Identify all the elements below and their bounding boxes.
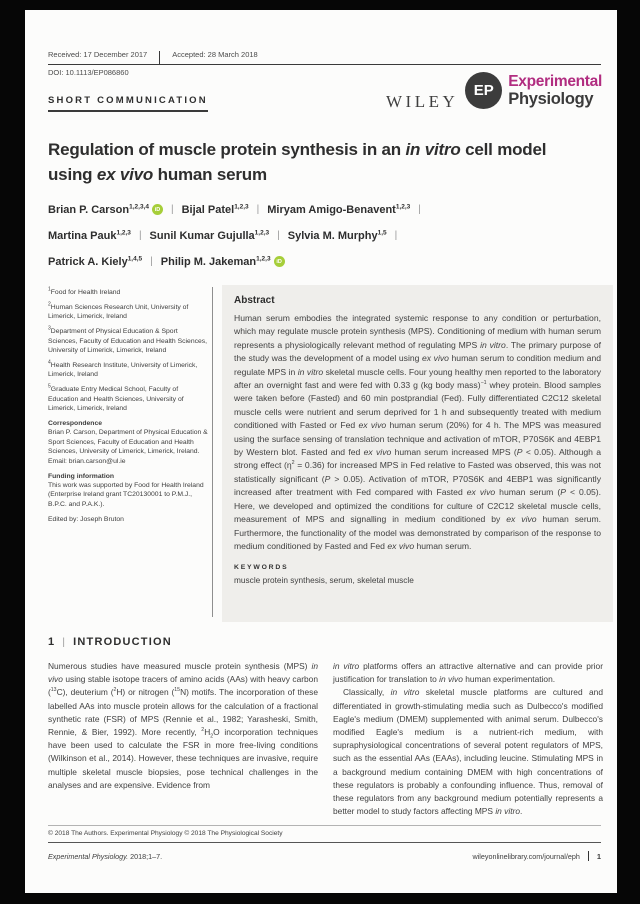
funding-body: This work was supported by Food for Health Ireland (Enterprise Ireland grant TC20130001 to P.M.J., B.P.C. and P.A.K.).: [48, 481, 204, 508]
meta-divider: [159, 51, 160, 64]
author: Philip M. Jakeman$^{1,2,3}$ iD: [161, 256, 285, 268]
author-separator: |: [171, 204, 174, 215]
section-number: 1: [48, 636, 56, 648]
received-date: Received: 17 December 2017: [48, 50, 148, 59]
received-accepted-row: [48, 50, 601, 65]
intro-left-column: [48, 660, 318, 818]
section-title: INTRODUCTION: [73, 636, 172, 648]
author-separator: |: [394, 230, 398, 241]
correspondence-block: [48, 419, 208, 466]
author-list: [48, 204, 604, 282]
abstract-body: Human serum embodies the integrated systemic response to any condition or perturbation, which may regulate muscle protein synthesis (MPS). Conditioning of medium with human serum represents a physiologically relevant method of regulating MPS in vitro. The primary purpose of the study was the development of a model using ex vivo human serum to condition medium and regulate MPS in in vitro skeletal muscle cells. Four young healthy men reported to the laboratory after an overnight fast and were fed with 0.33 g (kg body mass)$^{-1}$ whey protein. Blood samples were taken before (Fasted) and 60 min postprandial (Fed). Fully differentiated C2C12 skeletal muscle cells were nutrient and serum deprived for 1 h and subsequently treated with medium conditioned with Fasted or Fed ex vivo human serum (20%) for 4 h. The MPS was measured using the surface sensing of translation technique and activation of mTOR, P70S6K and 4EBP1 by Western blot. Fasted and fed ex vivo human serum increased MPS (P < 0.05). Although a strong effect $(\eta^2 = 0.36)$ for increased MPS in Fed relative to Fasted was observed, this was not statistically significant (P > 0.05). Activation of mTOR, P70S6K and 4EBP1 was significantly increased after treatment with Fed compared with Fasted ex vivo human serum (P < 0.05). Here, we developed and optimized the conditions for culture of C2C12 skeletal muscle cells, measurement of MPS and signalling in medium conditioned by ex vivo human serum. Furthermore, the functionality of the model was demonstrated by comparison of the response to medium conditioned by Fasted and Fed ex vivo human serum.: [234, 313, 602, 551]
paper-title: Regulation of muscle protein synthesis in an in vitro cell model using ex vivo human serum: [48, 140, 547, 184]
author: Sylvia M. Murphy$^{1,5}$: [287, 229, 387, 242]
wiley-logo: WILEY: [385, 92, 459, 111]
edited-by: Edited by: Joseph Bruton: [48, 515, 124, 523]
funding-heading: Funding information: [48, 472, 115, 480]
author-separator: |: [150, 256, 153, 267]
correspondence-heading: Correspondence: [48, 419, 103, 427]
author: Bijal Patel$^{1,2,3}$: [181, 203, 249, 216]
affiliation: $^1$Food for Health Ireland: [48, 286, 121, 296]
affiliations-column: [48, 288, 208, 530]
author: Sunil Kumar Gujulla$^{1,2,3}$: [149, 229, 270, 242]
abstract-section: [222, 285, 613, 622]
author-separator: |: [256, 204, 260, 215]
intro-right-column: [333, 660, 603, 818]
affiliation: $^3$Department of Physical Education & Sport Sciences, Faculty of Education and Health Sciences, University of Limerick, Limerick, Ireland: [48, 325, 208, 355]
column-divider: [212, 287, 213, 617]
correspondence-email: Email: brian.carson@ul.ie: [48, 457, 126, 465]
correspondence-body: Brian P. Carson, Department of Physical Education & Sport Sciences, Faculty of Education and Health Sciences, University of Limerick, Limerick, Ireland.: [48, 429, 208, 456]
paper-page: [25, 10, 617, 893]
copyright-line: © 2018 The Authors. Experimental Physiology © 2018 The Physiological Society: [48, 825, 601, 843]
author-separator: |: [277, 230, 280, 241]
publisher-brand: [386, 71, 602, 112]
ep-badge-icon: EP: [465, 72, 502, 109]
article-type-label: SHORT COMMUNICATION: [48, 95, 208, 112]
page-number: 1: [596, 851, 601, 861]
orcid-icon: iD: [152, 204, 163, 215]
orcid-icon: iD: [274, 256, 285, 267]
author: Brian P. Carson$^{1,2,3,4}$ iD: [48, 204, 163, 216]
funding-block: [48, 472, 208, 510]
introduction-columns: [48, 660, 604, 818]
doi: DOI: 10.1113/EP086860: [48, 68, 129, 77]
author-row: [48, 256, 604, 273]
intro-paragraph: Numerous studies have measured muscle protein synthesis (MPS) in vivo using stable isotope tracers of amino acids (AAs) with heavy carbon ($^{13}$C), deuterium ($^2$H) or nitrogen ($^{15}$N) motifs. The incorporation of these labelled AAs into muscle protein allows for the calculation of a fractional synthetic rate (FSR) of MPS (Rennie et al., 1982; Yarasheski, Smith, Rennie, & Bier, 1992). More recently, $^2H_2O$ incorporation techniques have been used to calculate the FSR in more free-living conditions (Wilkinson et al., 2014). However, these techniques are invasive, require multiple skeletal muscle biopsies, pose technical challenges in the analyses and are expensive. Evidence from: [48, 661, 318, 790]
journal-citation: Experimental Physiology. 2018;1–7.: [48, 851, 163, 861]
keywords-heading: KEYWORDS: [234, 564, 289, 572]
affiliation: $^2$Human Sciences Research Unit, University of Limerick, Limerick, Ireland: [48, 301, 189, 321]
journal-name-line1: Experimental: [508, 73, 602, 90]
accepted-date: Accepted: 28 March 2018: [172, 50, 258, 59]
abstract-heading: Abstract: [234, 295, 275, 306]
section-heading-introduction: [48, 636, 172, 648]
page-footer: [48, 851, 601, 861]
footer-divider: [588, 851, 589, 861]
author: Martina Pauk$^{1,2,3}$: [48, 229, 131, 242]
journal-name: [508, 74, 602, 107]
footer-right-group: [472, 851, 601, 861]
author-row: [48, 204, 604, 221]
intro-paragraph: Classically, in vitro skeletal muscle platforms are cultured and differentiated in growth-stimulating media such as Dulbecco's modified Eagle's medium (DMEM) supplemented with animal serum. Dulbecco's modified Eagle's medium is a nutrient-rich medium, with supraphysiological concentrations of several potent regulators of MPS, such as the essential AAs (EAAs), including leucine. Stimulating MPS in a background medium containing DMEM with high concentrations of these regulators is probably a confounding influence. Thus, removal of these regulators from any background medium potentially represents a better model to study factors affecting MPS in vitro.: [333, 687, 603, 817]
author: Patrick A. Kiely$^{1,4,5}$: [48, 255, 143, 268]
author: Miryam Amigo-Benavent$^{1,2,3}$: [267, 203, 411, 216]
journal-name-line2: Physiology: [508, 89, 594, 108]
intro-paragraph: in vitro platforms offers an attractive alternative and can provide prior justification for translation to in vivo human experimentation.: [333, 661, 603, 685]
author-row: [48, 230, 604, 247]
affiliation: $^5$Graduate Entry Medical School, Faculty of Education and Health Sciences, University of Limerick, Limerick, Ireland: [48, 383, 184, 413]
section-separator: |: [62, 637, 67, 648]
author-separator: |: [138, 230, 142, 241]
affiliation: $^4$Health Research Institute, University of Limerick, Limerick, Ireland: [48, 359, 198, 379]
journal-url: wileyonlinelibrary.com/journal/eph: [472, 851, 580, 861]
keywords-list: muscle protein synthesis, serum, skeletal muscle: [234, 575, 414, 586]
author-separator: |: [418, 204, 421, 215]
